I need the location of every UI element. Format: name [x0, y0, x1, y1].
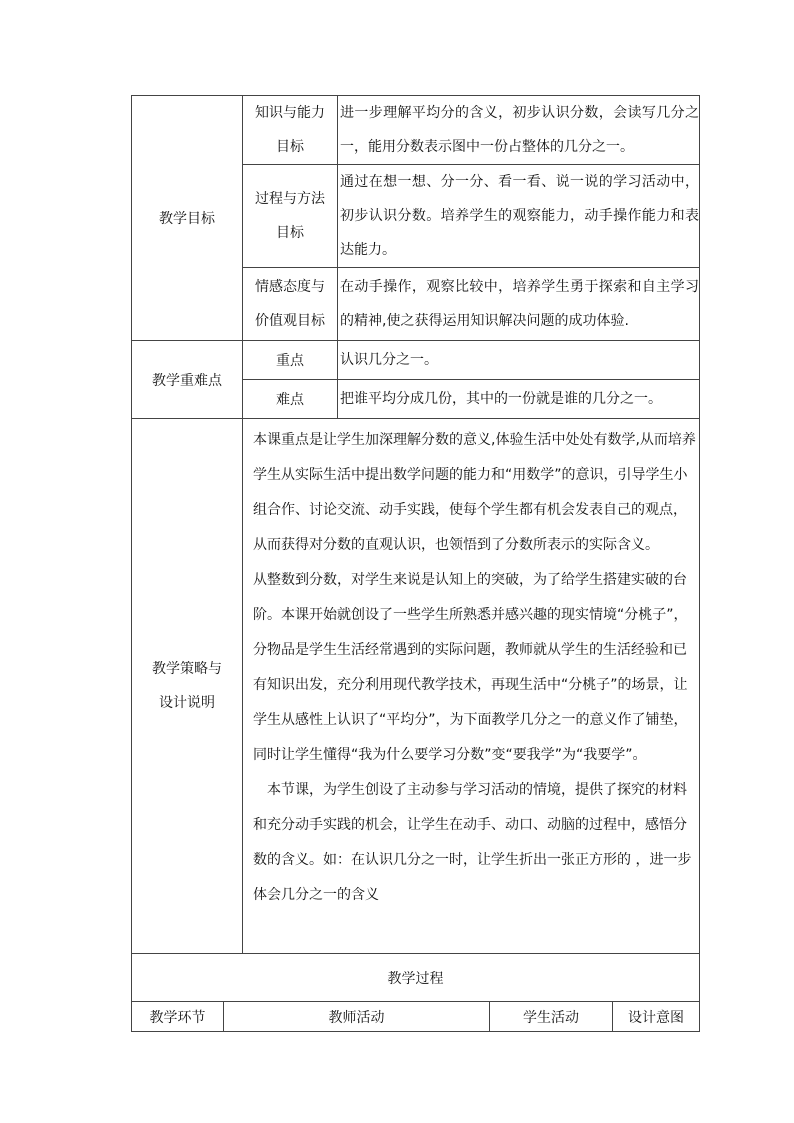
goal-content: 通过在想一想、分一分、看一看、说一说的学习活动中，初步认识分数。培养学生的观察能力，动手操作能力和表达能力。	[338, 165, 700, 268]
goal-type-line1: 过程与方法	[255, 191, 325, 207]
teaching-goals-label: 教学目标	[132, 96, 243, 341]
goal-content: 在动手操作，观察比较中，培养学生勇于探索和自主学习的精神,使之获得运用知识解决问题的成功体验.	[338, 268, 700, 341]
strategy-label	[132, 419, 243, 954]
lesson-plan-page	[131, 95, 699, 1032]
strategy-content	[243, 419, 700, 954]
strategy-label-line2: 设计说明	[159, 695, 215, 711]
strategy-paragraph: 从整数到分数，对学生来说是认知上的突破，为了给学生搭建实破的台阶。本课开始就创设了一些学生所熟悉并感兴趣的现实情境“分桃子”，分物品是学生生活经常遇到的实际问题，教师就从学生的生活经验和已有知识出发，充分利用现代教学技术，再现生活中“分桃子”的场景，让学生从感性上认识了“平均分”，为下面教学几分之一的意义作了铺垫，同时让学生懂得“我为什么要学习分数”变“要我学”为“我要学”。	[253, 572, 688, 763]
key-point-row	[132, 341, 700, 380]
key-points-label: 教学重难点	[132, 341, 243, 419]
strategy-paragraph: 本节课，为学生创设了主动参与学习活动的情境，提供了探究的材料和充分动手实践的机会，让学生在动手、动口、动脑的过程中，感悟分数的含义。如：在认识几分之一时，让学生折出一张正方形的 ，进一步体会几分之一的含义	[253, 782, 692, 903]
process-header-row	[132, 1002, 700, 1032]
key-point-type: 重点	[243, 341, 338, 380]
goal-type-label	[243, 96, 338, 165]
process-title: 教学过程	[132, 954, 700, 1002]
goal-type-line1: 情感态度与	[255, 279, 325, 295]
goal-row-knowledge	[132, 96, 700, 165]
difficult-point-type: 难点	[243, 380, 338, 419]
goal-type-line2: 目标	[276, 225, 304, 241]
goal-content: 进一步理解平均分的含义，初步认识分数，会读写几分之一，能用分数表示图中一份占整体的几分之一。	[338, 96, 700, 165]
process-table	[131, 953, 700, 1032]
goal-type-label	[243, 268, 338, 341]
key-point-content: 认识几分之一。	[338, 341, 700, 380]
header-stage: 教学环节	[132, 1002, 224, 1032]
goal-type-line2: 目标	[276, 139, 304, 155]
difficult-point-content: 把谁平均分成几份，其中的一份就是谁的几分之一。	[338, 380, 700, 419]
header-teacher-activity: 教师活动	[224, 1002, 490, 1032]
header-design-intent: 设计意图	[613, 1002, 700, 1032]
goal-type-label	[243, 165, 338, 268]
strategy-label-line1: 教学策略与	[152, 661, 222, 677]
process-title-row	[132, 954, 700, 1002]
goal-type-line2: 价值观目标	[255, 313, 325, 329]
strategy-row	[132, 419, 700, 954]
lesson-plan-table	[131, 95, 700, 954]
goal-type-line1: 知识与能力	[255, 105, 325, 121]
header-student-activity: 学生活动	[490, 1002, 613, 1032]
strategy-paragraph: 本课重点是让学生加深理解分数的意义,体验生活中处处有数学,从而培养学生从实际生活中提出数学问题的能力和“用数学”的意识，引导学生小组合作、讨论交流、动手实践，使每个学生都有机会发表自己的观点，从而获得对分数的直观认识，也领悟到了分数所表示的实际含义。	[253, 432, 696, 553]
